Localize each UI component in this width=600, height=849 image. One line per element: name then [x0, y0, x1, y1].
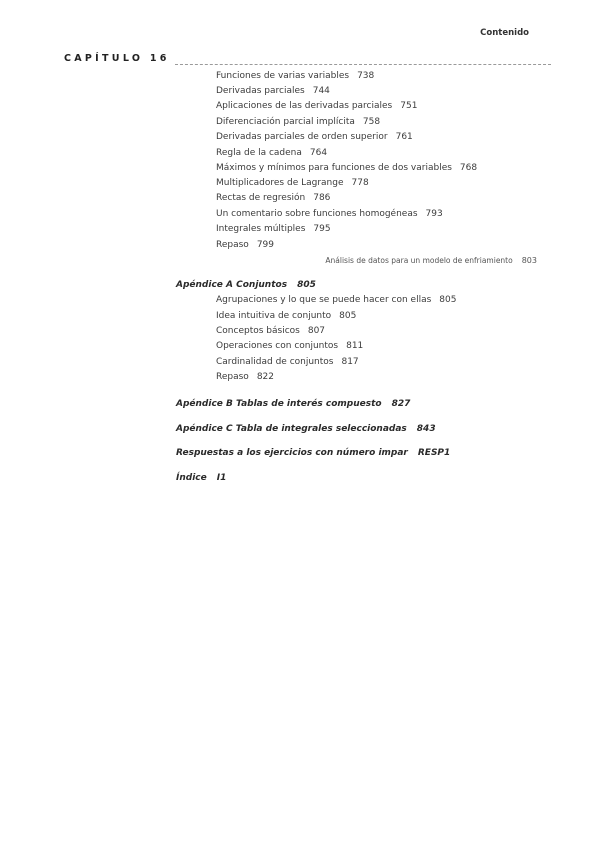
heading-title: Apéndice A Conjuntos	[176, 280, 288, 290]
entry-title: Cardinalidad de conjuntos	[216, 357, 334, 367]
entry-page: 758	[362, 117, 381, 127]
heading-title: Respuestas a los ejercicios con número impar	[176, 448, 408, 458]
entry-page: 807	[307, 326, 326, 336]
entry-page: 805	[339, 311, 357, 321]
entry-title: Funciones de varias variables	[216, 71, 350, 81]
entry-page: 738	[357, 71, 375, 81]
toc-entry	[216, 132, 413, 142]
entry-title: Conceptos básicos	[216, 326, 300, 336]
entry-page: 805	[439, 295, 457, 305]
entry-title: Un comentario sobre funciones homogéneas	[216, 209, 418, 219]
entry-page: 764	[309, 148, 328, 158]
entry-title: Integrales múltiples	[216, 224, 306, 234]
entry-title: Multiplicadores de Lagrange	[216, 178, 344, 188]
entry-title: Operaciones con conjuntos	[216, 341, 339, 351]
heading-page: RESP1	[417, 448, 451, 458]
answers-heading	[176, 448, 450, 458]
toc-entry	[216, 326, 325, 336]
chapter-label: CAPÍTULO 16	[64, 53, 170, 64]
entry-page: 751	[400, 101, 418, 111]
heading-title: Apéndice B Tablas de interés compuesto	[176, 399, 382, 409]
entry-page: 795	[313, 224, 331, 234]
heading-page: 805	[297, 280, 316, 290]
entry-title: Rectas de regresión	[216, 193, 306, 203]
heading-page: I1	[216, 473, 227, 483]
appendix-heading	[176, 424, 436, 434]
entry-title: Máximos y mínimos para funciones de dos variables	[216, 163, 452, 173]
toc-entry	[216, 341, 363, 351]
entry-page: 811	[346, 341, 364, 351]
heading-title: Índice	[176, 473, 207, 483]
toc-entry	[216, 193, 330, 203]
toc-entry	[216, 209, 443, 219]
entry-title: Aplicaciones de las derivadas parciales	[216, 101, 393, 111]
entry-page: 761	[395, 132, 413, 142]
running-head: Contenido	[480, 28, 529, 38]
entry-page: 799	[256, 240, 274, 250]
entry-page: 744	[312, 86, 330, 96]
toc-entry	[216, 148, 327, 158]
entry-page: 803	[521, 256, 537, 265]
toc-entry	[216, 311, 356, 321]
entry-page: 817	[341, 357, 359, 367]
entry-title: Repaso	[216, 240, 249, 250]
entry-title: Repaso	[216, 372, 249, 382]
entry-page: 822	[256, 372, 274, 382]
toc-entry	[216, 163, 477, 173]
appendix-heading	[176, 399, 410, 409]
entry-title: Regla de la cadena	[216, 148, 302, 158]
entry-page: 778	[351, 178, 369, 188]
index-heading	[176, 473, 226, 483]
entry-title: Idea intuitiva de conjunto	[216, 311, 332, 321]
chapter-rule	[175, 64, 551, 65]
toc-entry	[216, 71, 374, 81]
toc-entry	[216, 101, 417, 111]
entry-title: Agrupaciones y lo que se puede hacer con ellas	[216, 295, 432, 305]
entry-title: Derivadas parciales	[216, 86, 305, 96]
entry-page: 786	[313, 193, 331, 203]
toc-entry	[216, 372, 274, 382]
entry-title: Análisis de datos para un modelo de enfriamiento	[325, 256, 513, 265]
toc-entry	[216, 224, 331, 234]
heading-page: 843	[416, 424, 436, 434]
heading-page: 827	[391, 399, 411, 409]
appendix-heading	[176, 280, 316, 290]
entry-page: 768	[459, 163, 478, 173]
extra-entry	[325, 256, 537, 265]
toc-entry	[216, 86, 330, 96]
toc-entry	[216, 295, 456, 305]
toc-entry	[216, 117, 380, 127]
toc-entry	[216, 178, 369, 188]
entry-page: 793	[425, 209, 443, 219]
entry-title: Diferenciación parcial implícita	[216, 117, 355, 127]
heading-title: Apéndice C Tabla de integrales seleccionadas	[176, 424, 407, 434]
entry-title: Derivadas parciales de orden superior	[216, 132, 388, 142]
toc-entry	[216, 240, 274, 250]
toc-entry	[216, 357, 359, 367]
